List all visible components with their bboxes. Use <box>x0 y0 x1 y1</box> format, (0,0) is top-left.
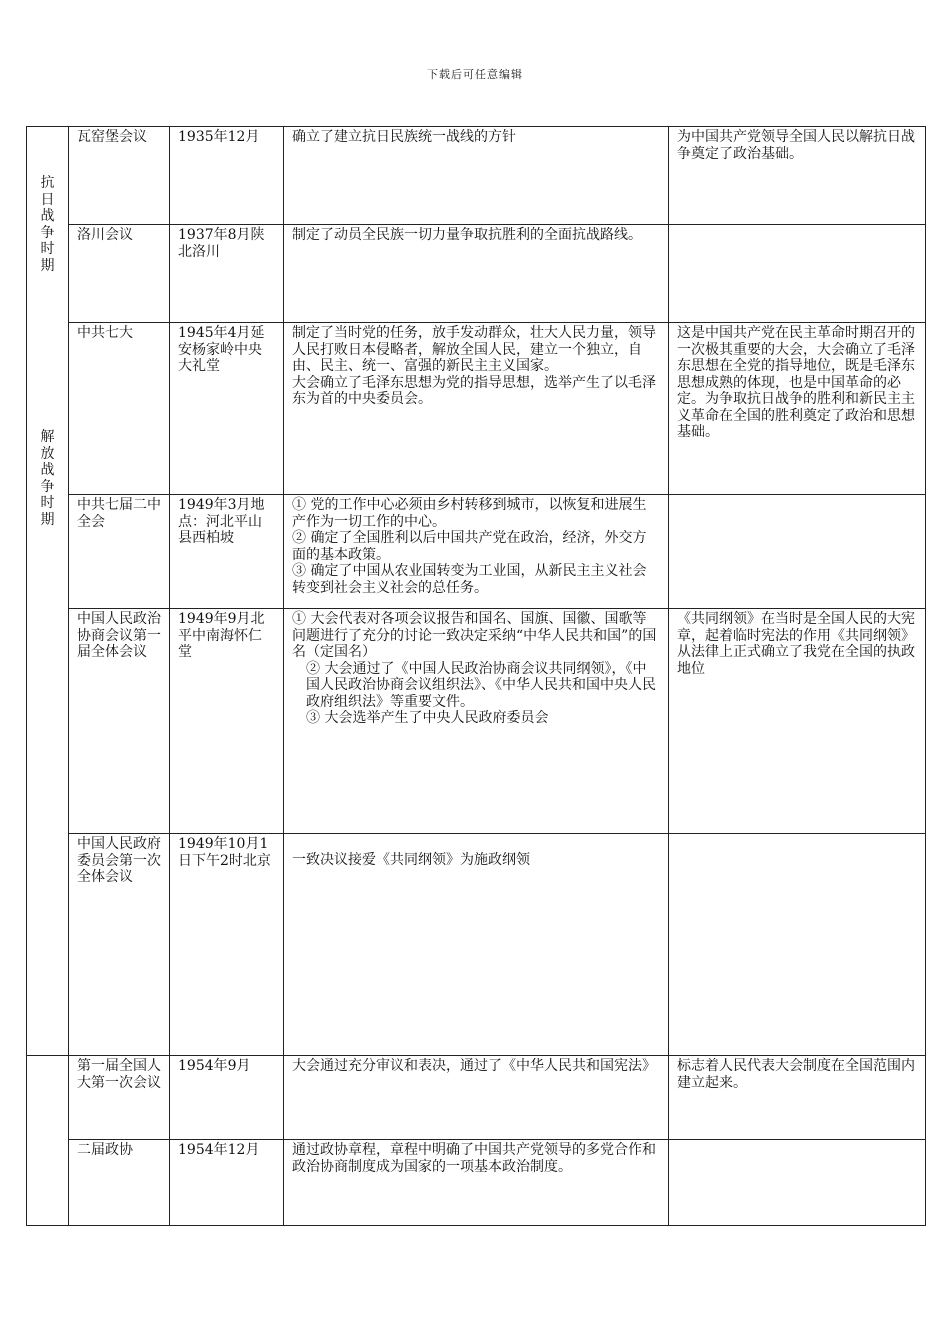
table-row <box>27 495 926 609</box>
meeting-time: 1937年8月陕北洛川 <box>170 225 284 323</box>
table-row <box>27 323 926 495</box>
period-char: 战 <box>40 462 55 478</box>
period-cell-empty <box>27 1056 69 1226</box>
page-header: 下载后可任意编辑 <box>427 68 523 81</box>
meeting-time: 1954年9月 <box>170 1056 284 1140</box>
content-line: 制定了当时党的任务，放手发动群众，壮大人民力量，领导人民打败日本侵略者，解放全国人民，建立一个独立，自由、民主、统一、富强的新民主主义国家。 <box>292 325 656 374</box>
table-row <box>27 1140 926 1226</box>
meeting-content <box>284 495 669 609</box>
meeting-time: 1935年12月 <box>170 127 284 225</box>
content-line: 确立了建立抗日民族统一战线的方针 <box>292 129 516 145</box>
meeting-name: 中共七大 <box>69 323 170 495</box>
meeting-content <box>284 225 669 323</box>
meeting-significance: 《共同纲领》在当时是全国人民的大宪章，起着临时宪法的作用《共同纲领》从法律上正式确立了我党在全国的执政地位 <box>669 609 926 834</box>
table-row <box>27 609 926 834</box>
table-row <box>27 1056 926 1140</box>
content-line: 大会确立了毛泽东思想为党的指导思想，选举产生了以毛泽东为首的中央委员会。 <box>292 374 656 407</box>
table-row <box>27 225 926 323</box>
meeting-name: 中国人民政治协商会议第一届全体会议 <box>69 609 170 834</box>
meeting-name: 中共七届二中全会 <box>69 495 170 609</box>
content-line: ① 大会代表对各项会议报告和国名、国旗、国徽、国歌等问题进行了充分的讨论一致决定采纳“中华人民共和国”的国名（定国名） <box>292 611 657 660</box>
period-cell <box>27 127 69 1056</box>
content-line: 制定了动员全民族一切力量争取抗胜利的全面抗战路线。 <box>292 227 642 243</box>
period-char: 争 <box>40 478 55 495</box>
content-line: ③ 确定了中国从农业国转变为工业国，从新民主主义社会转变到社会主义社会的总任务。 <box>292 563 647 596</box>
meeting-name: 二届政协 <box>69 1140 170 1226</box>
period-char: 时 <box>40 495 55 511</box>
meeting-time: 1949年3月地点：河北平山县西柏坡 <box>170 495 284 609</box>
meeting-significance: 标志着人民代表大会制度在全国范围内建立起来。 <box>669 1056 926 1140</box>
meeting-name: 中国人民政府委员会第一次全体会议 <box>69 834 170 1056</box>
meeting-content <box>284 1140 669 1226</box>
table-row <box>27 127 926 225</box>
meeting-time: 1954年12月 <box>170 1140 284 1226</box>
meeting-time: 1945年4月延安杨家岭中央大礼堂 <box>170 323 284 495</box>
period-char: 时 <box>40 241 55 257</box>
period-char: 解 <box>40 429 55 445</box>
meeting-name: 第一届全国人大第一次会议 <box>69 1056 170 1140</box>
meeting-significance <box>669 495 926 609</box>
meeting-significance <box>669 1140 926 1226</box>
period-char: 战 <box>40 208 55 224</box>
meeting-content <box>284 127 669 225</box>
content-line: ① 党的工作中心必须由乡村转移到城市，以恢复和进展生产作为一切工作的中心。 <box>292 497 647 530</box>
content-line: 一致决议接爱《共同纲领》为施政纲领 <box>292 852 530 868</box>
period-char: 争 <box>40 224 55 241</box>
meeting-name: 洛川会议 <box>69 225 170 323</box>
period-char: 抗 <box>40 175 55 191</box>
meetings-table <box>26 126 926 1226</box>
meeting-content <box>284 609 669 834</box>
meeting-time: 1949年10月1日下午2时北京 <box>170 834 284 1056</box>
period-label-liberation <box>27 429 68 528</box>
table-row <box>27 834 926 1056</box>
period-label-anti-japanese <box>27 175 68 274</box>
meeting-significance: 为中国共产党领导全国人民以解抗日战争奠定了政治基础。 <box>669 127 926 225</box>
content-line: ② 大会通过了《中国人民政治协商会议共同纲领》，《中国人民政治协商会议组织法》、《中华人民共和国中央人民政府组织法》等重要文件。 <box>306 660 656 710</box>
meeting-significance <box>669 225 926 323</box>
meeting-content <box>284 1056 669 1140</box>
meeting-content <box>284 323 669 495</box>
content-line: 大会通过充分审议和表决，通过了《中华人民共和国宪法》 <box>292 1058 656 1074</box>
period-char: 期 <box>40 511 55 528</box>
content-line: ② 确定了全国胜利以后中国共产党在政治，经济，外交方面的基本政策。 <box>292 530 647 563</box>
content-line: 通过政协章程，章程中明确了中国共产党领导的多党合作和政治协商制度成为国家的一项基本政治制度。 <box>292 1142 656 1175</box>
content-line: ③ 大会选举产生了中央人民政府委员会 <box>306 710 549 726</box>
period-char: 放 <box>40 445 55 462</box>
meeting-significance <box>669 834 926 1056</box>
meeting-time: 1949年9月北平中南海怀仁堂 <box>170 609 284 834</box>
period-char: 日 <box>40 191 55 208</box>
meeting-content <box>284 834 669 1056</box>
period-char: 期 <box>40 257 55 274</box>
meeting-significance: 这是中国共产党在民主革命时期召开的一次极其重要的大会，大会确立了毛泽东思想在全党的指导地位，既是毛泽东思想成熟的体现，也是中国革命的必定。为争取抗日战争的胜利和新民主主义革命在全国的胜利奠定了政治和思想基础。 <box>669 323 926 495</box>
meeting-name: 瓦窑堡会议 <box>69 127 170 225</box>
